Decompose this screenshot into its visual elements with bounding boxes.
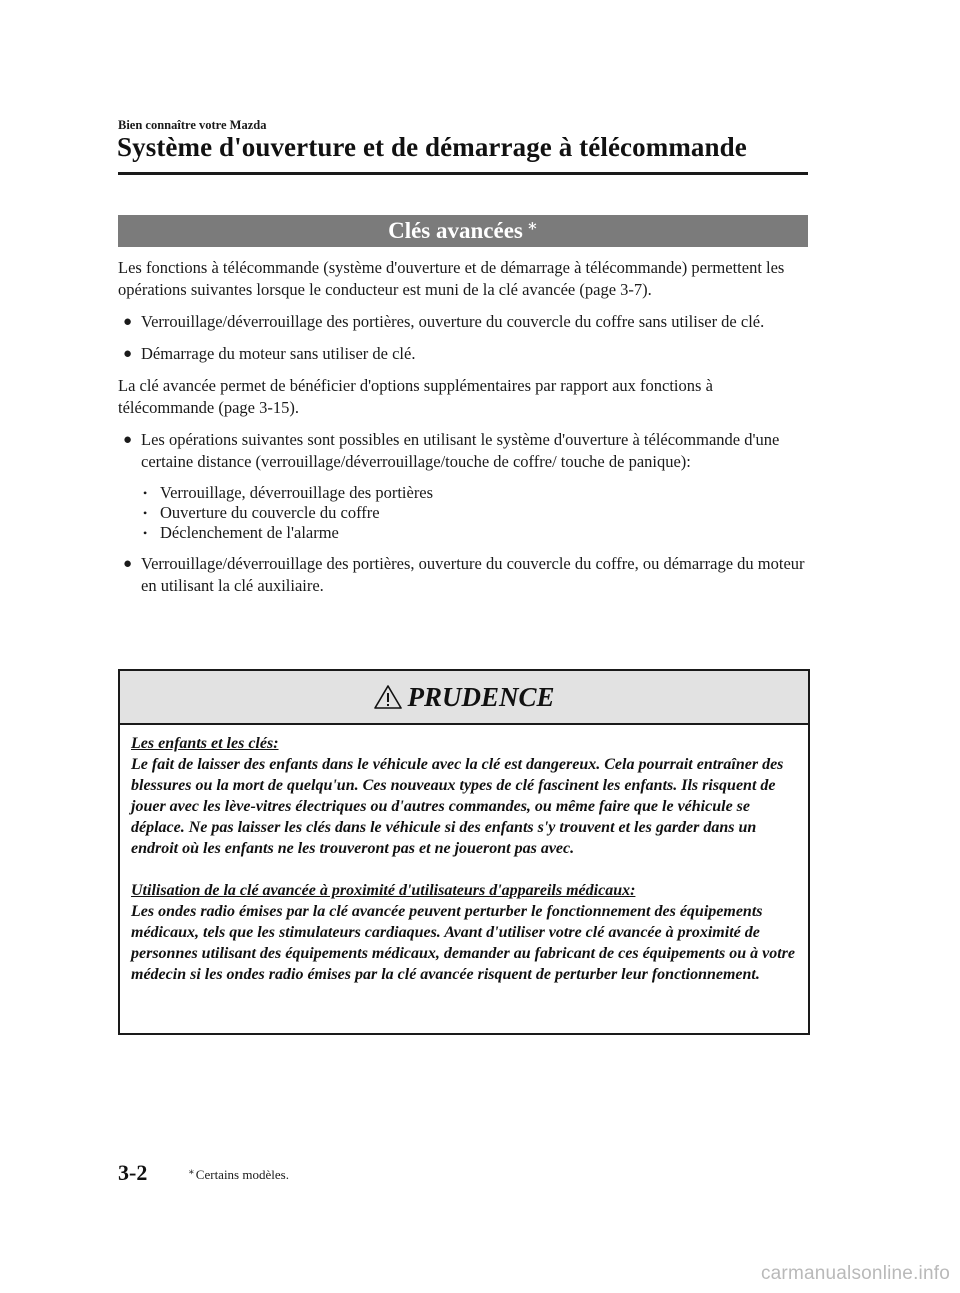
bullet-icon: ● <box>123 432 133 448</box>
sub-list <box>141 483 808 543</box>
section-banner <box>118 215 808 247</box>
options-paragraph: La clé avancée permet de bénéficier d'options supplémentaires par rapport aux fonctions à télécommande (page 3-15). <box>118 376 713 417</box>
footnote-text: Certains modèles. <box>195 1167 289 1182</box>
list-item <box>118 311 808 333</box>
asterisk-icon: ∗ <box>526 218 538 235</box>
list-item <box>118 429 808 473</box>
list-item-text: Démarrage du moteur sans utiliser de clé. <box>141 344 416 363</box>
list-item-text: Verrouillage/déverrouillage des portières, ouverture du couvercle du coffre, ou démarrage du moteur en utilisant la clé auxiliaire. <box>141 554 805 595</box>
sub-list-item-text: Déclenchement de l'alarme <box>160 523 339 542</box>
caution-body <box>120 725 808 985</box>
caution-header <box>120 671 808 725</box>
bullet-icon: ● <box>123 556 133 572</box>
section-body <box>118 257 808 607</box>
sub-list-item <box>141 503 808 523</box>
intro-paragraph: Les fonctions à télécommande (système d'ouverture et de démarrage à télécommande) permettent les opérations suivantes lorsque le conducteur est muni de la clé avancée (page 3-7). <box>118 258 785 299</box>
list-item-text: Verrouillage/déverrouillage des portières, ouverture du couvercle du coffre sans utiliser de clé. <box>141 312 765 331</box>
sub-bullet-icon: • <box>143 506 148 520</box>
asterisk-icon: ∗ <box>188 1167 195 1178</box>
chapter-kicker: Bien connaître votre Mazda <box>118 118 267 132</box>
sub-list-item <box>141 523 808 543</box>
bullet-icon: ● <box>123 314 133 330</box>
section-title: Clés avancées <box>388 218 523 243</box>
bullet-icon: ● <box>123 346 133 362</box>
warning-triangle-icon <box>373 684 403 710</box>
sub-list-item-text: Ouverture du couvercle du coffre <box>160 503 380 522</box>
caution-heading: Les enfants et les clés: <box>131 735 279 752</box>
chapter-divider <box>118 172 808 175</box>
list-item <box>118 553 808 597</box>
footnote <box>188 1167 289 1183</box>
caution-block-medical <box>131 880 796 985</box>
list-item <box>118 343 808 365</box>
chapter-title: Système d'ouverture et de démarrage à télécommande <box>117 132 747 162</box>
watermark: carmanualsonline.info <box>760 1263 950 1284</box>
list-item-text: Les opérations suivantes sont possibles en utilisant le système d'ouverture à télécommande d'une certaine distance (verrouillage/déverrouillage/touche de coffre/ touche de panique): <box>141 430 780 471</box>
sub-bullet-icon: • <box>143 526 148 540</box>
page-number: 3-2 <box>118 1160 148 1185</box>
caution-heading: Utilisation de la clé avancée à proximité d'utilisateurs d'appareils médicaux: <box>131 882 636 899</box>
caution-block-children <box>131 733 796 859</box>
sub-list-item <box>141 483 808 503</box>
sub-bullet-icon: • <box>143 486 148 500</box>
caution-text: Les ondes radio émises par la clé avancée peuvent perturber le fonctionnement des équipements médicaux, tels que les stimulateurs cardiaques. Avant d'utiliser votre clé avancée à proximité de personnes utilisant des équipements médicaux, demander au fabricant de ces équipements ou à votre médecin si les ondes radio émises par la clé avancée risquent de perturber leur fonctionnement. <box>131 903 795 983</box>
sub-list-item-text: Verrouillage, déverrouillage des portières <box>160 483 434 502</box>
caution-box <box>118 669 810 1035</box>
caution-text: Le fait de laisser des enfants dans le véhicule avec la clé est dangereux. Cela pourrait entraîner des blessures ou la mort de quelqu'un. Ces nouveaux types de clé fascinent les enfants. Ils risquent de jouer avec les lève-vitres électriques ou d'autres commandes, ou même faire que le véhicule se déplace. Ne pas laisser les clés dans le véhicule si des enfants s'y trouvent et les garder dans un endroit où les enfants ne les trouveront pas et ne joueront pas avec. <box>131 756 784 857</box>
caution-title: PRUDENCE <box>407 681 555 712</box>
